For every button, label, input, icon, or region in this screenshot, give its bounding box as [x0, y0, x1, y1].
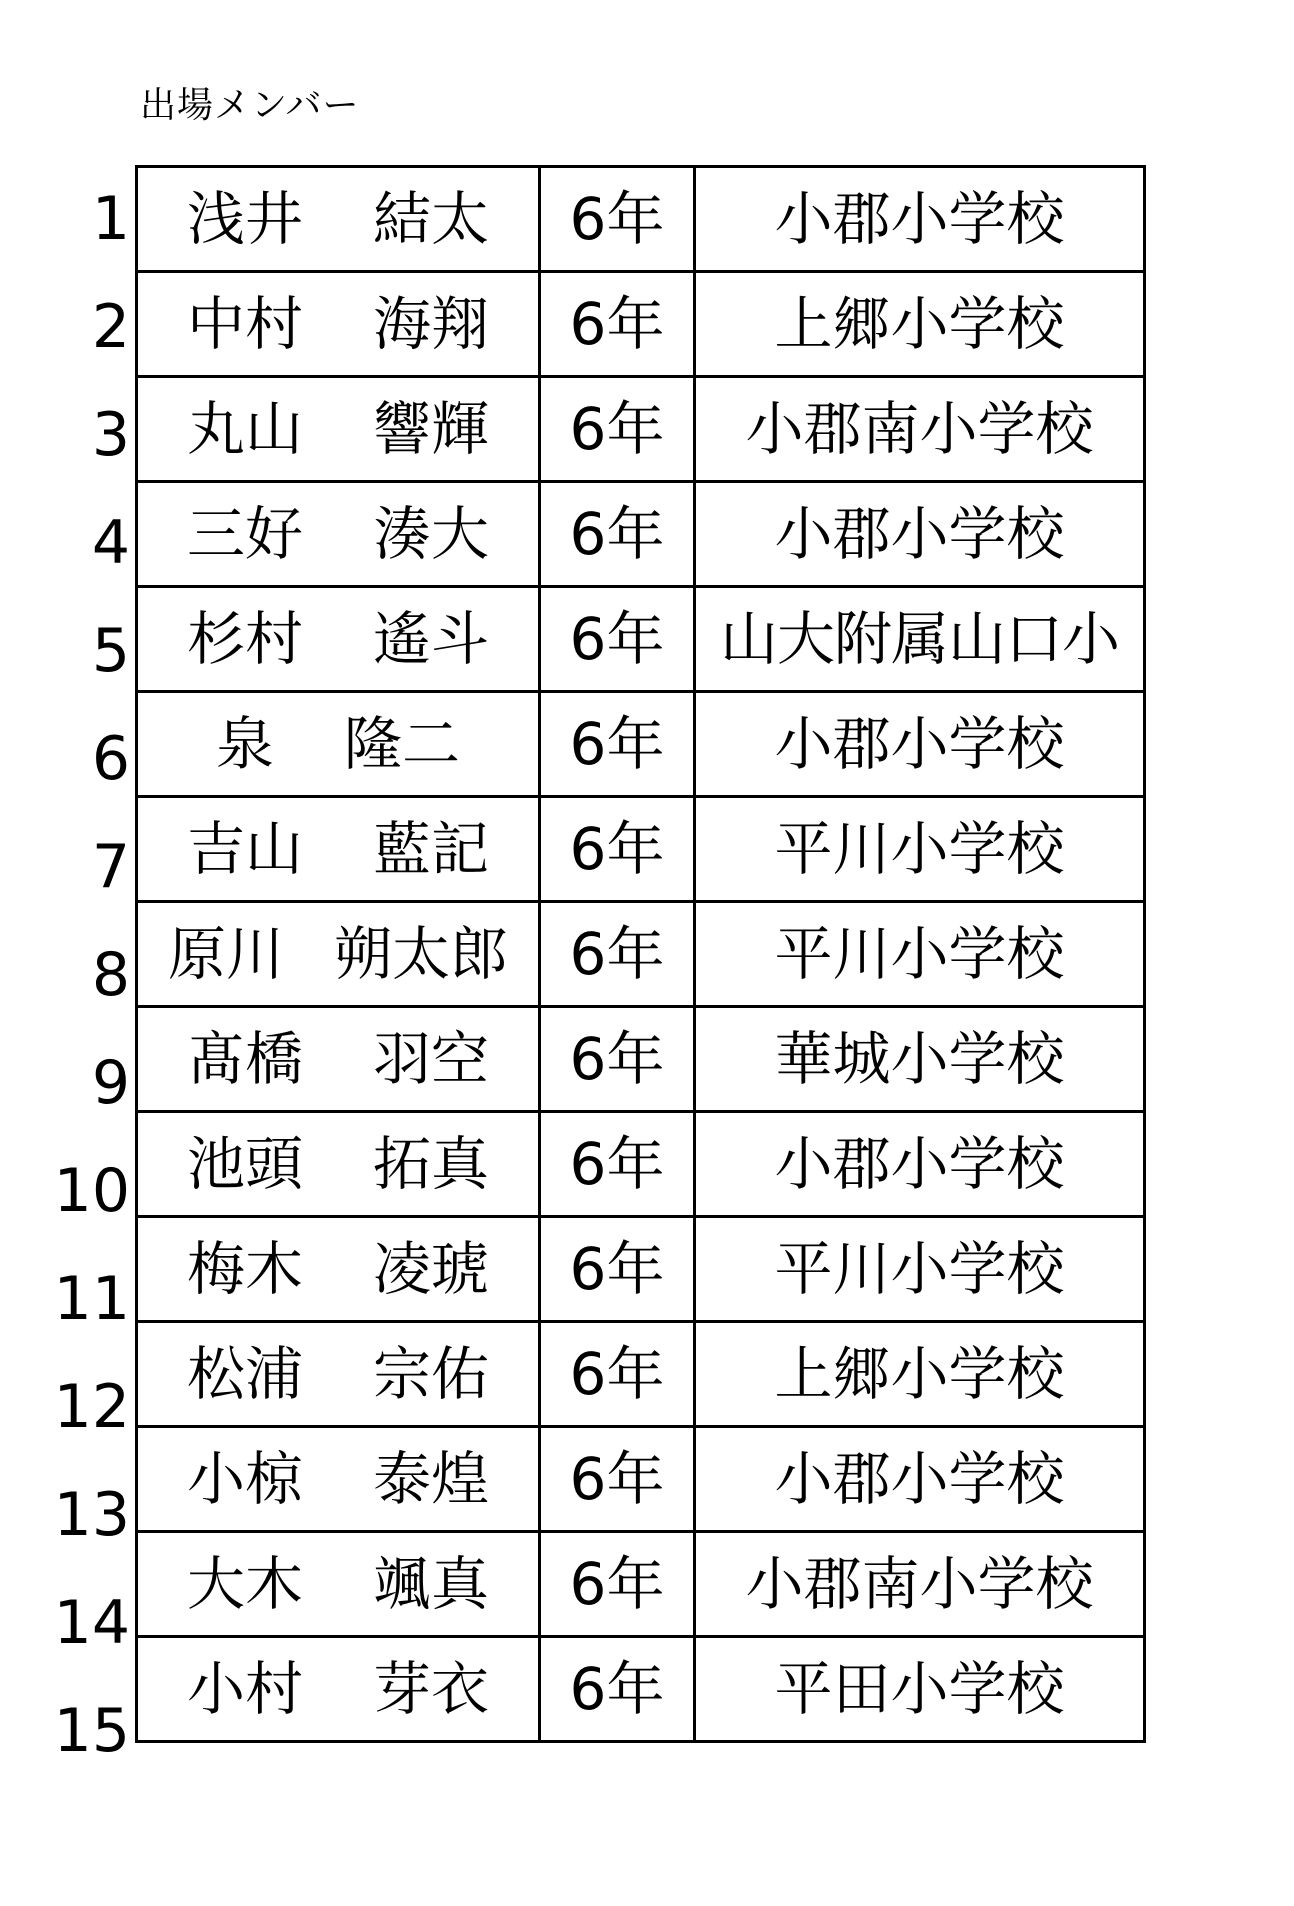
family-name: 原川	[167, 920, 284, 988]
school-cell: 小郡南小学校	[695, 1532, 1145, 1637]
table-row	[137, 587, 1145, 692]
given-name: 芽衣	[373, 1655, 490, 1723]
row-number: 1	[91, 184, 130, 254]
row-number: 3	[91, 400, 130, 470]
grade-cell: 6年	[540, 1112, 695, 1217]
grade-cell: 6年	[540, 272, 695, 377]
name-cell	[137, 167, 540, 272]
grade-cell: 6年	[540, 1427, 695, 1532]
family-name: 梅木	[186, 1235, 303, 1303]
given-name: 響輝	[373, 395, 490, 463]
name-cell	[137, 1532, 540, 1637]
given-name: 凌琥	[373, 1235, 490, 1303]
school-cell: 華城小学校	[695, 1007, 1145, 1112]
table-row	[137, 482, 1145, 587]
grade-cell: 6年	[540, 167, 695, 272]
school-cell: 平川小学校	[695, 1217, 1145, 1322]
name-cell	[137, 1007, 540, 1112]
school-cell: 小郡小学校	[695, 1112, 1145, 1217]
table-row	[137, 1637, 1145, 1742]
table-row	[137, 1322, 1145, 1427]
name-cell	[137, 482, 540, 587]
row-number: 2	[91, 292, 130, 362]
family-name: 中村	[186, 290, 303, 358]
grade-cell: 6年	[540, 1007, 695, 1112]
school-cell: 小郡小学校	[695, 1427, 1145, 1532]
grade-cell: 6年	[540, 377, 695, 482]
row-number: 12	[53, 1372, 130, 1442]
grade-cell: 6年	[540, 1637, 695, 1742]
school-cell: 平川小学校	[695, 797, 1145, 902]
row-number: 6	[91, 724, 130, 794]
given-name: 隆二	[344, 710, 461, 778]
family-name: 小村	[186, 1655, 303, 1723]
row-number: 7	[91, 832, 130, 902]
table-row	[137, 1112, 1145, 1217]
grade-cell: 6年	[540, 1532, 695, 1637]
row-number: 11	[53, 1264, 130, 1334]
given-name: 湊大	[373, 500, 490, 568]
given-name: 海翔	[373, 290, 490, 358]
grade-cell: 6年	[540, 797, 695, 902]
row-number: 4	[91, 508, 130, 578]
given-name: 羽空	[373, 1025, 490, 1093]
name-cell	[137, 272, 540, 377]
given-name: 結太	[373, 185, 490, 253]
table-row	[137, 1427, 1145, 1532]
row-number: 5	[91, 616, 130, 686]
name-cell	[137, 1427, 540, 1532]
family-name: 泉	[215, 710, 274, 778]
grade-cell: 6年	[540, 1217, 695, 1322]
table-row	[137, 1007, 1145, 1112]
family-name: 小椋	[186, 1445, 303, 1513]
grade-cell: 6年	[540, 587, 695, 692]
row-number: 13	[53, 1480, 130, 1550]
table-row	[137, 692, 1145, 797]
grade-cell: 6年	[540, 902, 695, 1007]
given-name: 藍記	[373, 815, 490, 883]
school-cell: 平川小学校	[695, 902, 1145, 1007]
table-row	[137, 377, 1145, 482]
table-row	[137, 272, 1145, 377]
row-number-column	[40, 165, 130, 1785]
family-name: 松浦	[186, 1340, 303, 1408]
row-number: 10	[53, 1156, 130, 1226]
table-row	[137, 167, 1145, 272]
member-table	[135, 165, 1146, 1743]
name-cell	[137, 1322, 540, 1427]
school-cell: 小郡小学校	[695, 692, 1145, 797]
family-name: 池頭	[186, 1130, 303, 1198]
school-cell: 小郡南小学校	[695, 377, 1145, 482]
school-cell: 上郷小学校	[695, 272, 1145, 377]
family-name: 大木	[186, 1550, 303, 1618]
name-cell	[137, 692, 540, 797]
family-name: 吉山	[186, 815, 303, 883]
name-cell	[137, 1217, 540, 1322]
name-cell	[137, 377, 540, 482]
family-name: 杉村	[186, 605, 303, 673]
school-cell: 小郡小学校	[695, 482, 1145, 587]
table-row	[137, 902, 1145, 1007]
family-name: 浅井	[186, 185, 303, 253]
name-cell	[137, 1637, 540, 1742]
family-name: 丸山	[186, 395, 303, 463]
grade-cell: 6年	[540, 482, 695, 587]
table-row	[137, 797, 1145, 902]
given-name: 颯真	[373, 1550, 490, 1618]
given-name: 拓真	[373, 1130, 490, 1198]
school-cell: 小郡小学校	[695, 167, 1145, 272]
row-number: 9	[91, 1048, 130, 1118]
given-name: 遙斗	[373, 605, 490, 673]
given-name: 宗佑	[373, 1340, 490, 1408]
name-cell	[137, 902, 540, 1007]
given-name: 泰煌	[373, 1445, 490, 1513]
row-number: 14	[53, 1588, 130, 1658]
page-title: 出場メンバー	[140, 85, 360, 126]
school-cell: 上郷小学校	[695, 1322, 1145, 1427]
table-row	[137, 1532, 1145, 1637]
school-cell: 山大附属山口小	[695, 587, 1145, 692]
grade-cell: 6年	[540, 692, 695, 797]
school-cell: 平田小学校	[695, 1637, 1145, 1742]
table-row	[137, 1217, 1145, 1322]
name-cell	[137, 797, 540, 902]
given-name: 朔太郎	[334, 920, 509, 988]
grade-cell: 6年	[540, 1322, 695, 1427]
family-name: 三好	[186, 500, 303, 568]
name-cell	[137, 1112, 540, 1217]
name-cell	[137, 587, 540, 692]
row-number: 8	[91, 940, 130, 1010]
family-name: 髙橋	[186, 1025, 303, 1093]
row-number: 15	[53, 1696, 130, 1766]
